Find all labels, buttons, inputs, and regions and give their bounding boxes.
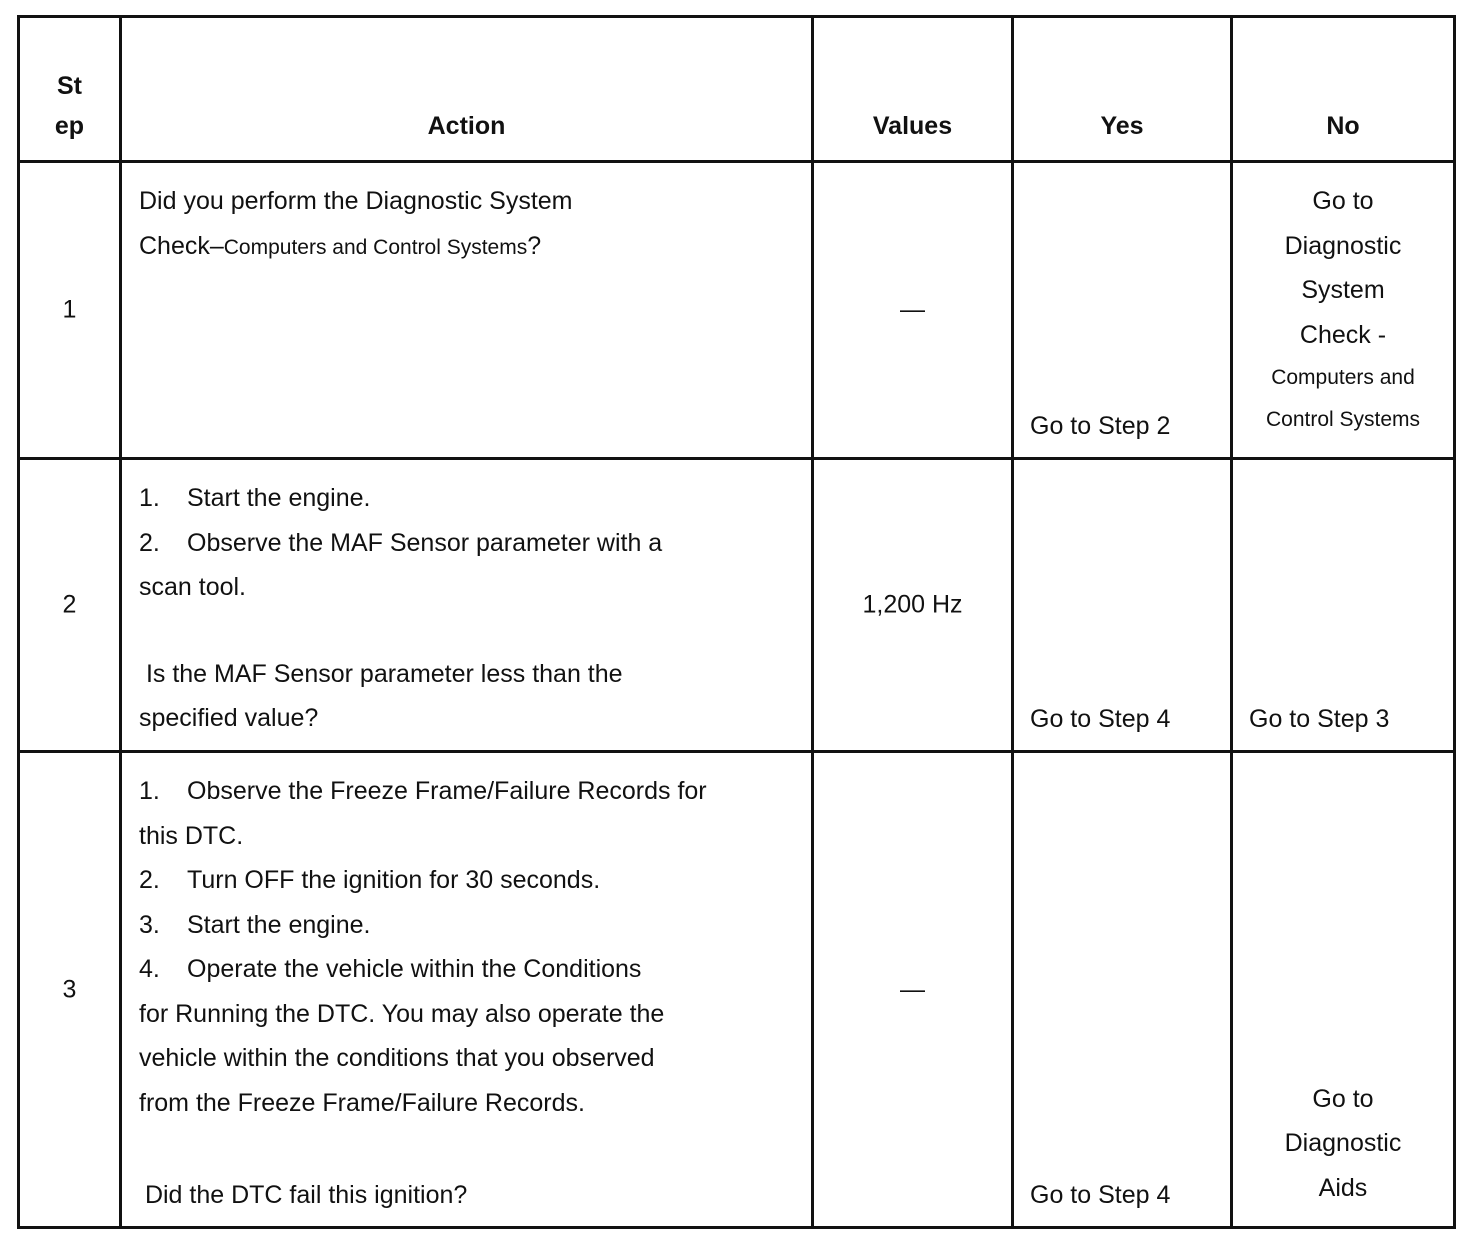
no-cell	[1232, 459, 1455, 752]
no-text-line: Diagnostic	[1284, 1129, 1402, 1157]
header-values-label: Values	[872, 112, 953, 140]
no-text-line: Computers and	[1271, 366, 1415, 389]
action-text-line: this DTC.	[139, 821, 244, 850]
action-text-line: from the Freeze Frame/Failure Records.	[139, 1088, 585, 1117]
no-text-line: Control Systems	[1265, 408, 1421, 431]
values-cell	[813, 162, 1013, 459]
yes-cell	[1013, 162, 1232, 459]
step-number: 2	[62, 590, 77, 619]
no-text-line: Go to	[1312, 187, 1374, 215]
header-no	[1232, 17, 1455, 162]
action-question-line: Did the DTC fail this ignition?	[138, 1181, 468, 1209]
no-link[interactable]	[1233, 179, 1453, 441]
header-step	[19, 17, 121, 162]
action-text: Operate the vehicle within the Conditions	[187, 955, 642, 983]
table-row	[19, 162, 1455, 459]
action-text: Observe the MAF Sensor parameter with a	[187, 528, 663, 557]
action-text: Observe the Freeze Frame/Failure Records for	[187, 777, 707, 805]
action-text: ?	[527, 231, 542, 260]
action-text: Start the engine.	[187, 484, 371, 512]
step-number: 1	[62, 295, 77, 324]
values-cell	[813, 752, 1013, 1228]
yes-link[interactable]: Go to Step 2	[1030, 412, 1171, 440]
action-cell	[121, 752, 813, 1228]
value-text: —	[900, 295, 925, 324]
action-text-line: scan tool.	[139, 573, 247, 601]
header-values	[813, 17, 1013, 162]
step-cell	[19, 752, 121, 1228]
value-text: 1,200 Hz	[862, 590, 963, 619]
no-text-line: System	[1301, 276, 1385, 304]
action-question-line: Is the MAF Sensor parameter less than the	[139, 659, 623, 688]
no-link[interactable]: Go to Step 3	[1249, 705, 1390, 733]
header-action-label: Action	[427, 112, 506, 140]
item-number: 2.	[139, 528, 160, 557]
action-text: Start the engine.	[187, 910, 371, 939]
yes-cell	[1013, 459, 1232, 752]
item-number: 3.	[139, 910, 160, 939]
action-text-line: Did you perform the Diagnostic System	[139, 187, 573, 215]
no-cell	[1232, 752, 1455, 1228]
item-number: 4.	[139, 955, 160, 983]
no-text-line: Check -	[1299, 320, 1387, 349]
value-text: —	[900, 975, 925, 1003]
action-cell	[121, 459, 813, 752]
table-row	[19, 752, 1455, 1228]
action-text: Turn OFF the ignition for 30 seconds.	[187, 866, 601, 894]
no-text-line: Go to	[1312, 1084, 1374, 1113]
action-text-line: for Running the DTC. You may also operate the	[139, 999, 665, 1028]
no-cell	[1232, 162, 1455, 459]
action-text-small: Computers and Control Systems	[223, 235, 528, 259]
yes-cell	[1013, 752, 1232, 1228]
step-cell	[19, 162, 121, 459]
diagnostic-table	[17, 15, 1456, 1229]
header-step-line1: St	[57, 72, 82, 100]
header-yes	[1013, 17, 1232, 162]
yes-link[interactable]: Go to Step 4	[1030, 705, 1171, 733]
header-row	[19, 17, 1455, 162]
no-text-line: Diagnostic	[1284, 231, 1402, 260]
action-question-line: specified value?	[139, 704, 319, 732]
table-row	[19, 459, 1455, 752]
item-number: 1.	[139, 484, 160, 512]
no-text-line: Aids	[1318, 1173, 1368, 1202]
action-text-line: vehicle within the conditions that you observed	[139, 1044, 655, 1072]
yes-link[interactable]: Go to Step 4	[1030, 1181, 1171, 1209]
header-step-line2: ep	[54, 112, 85, 140]
action-cell	[121, 162, 813, 459]
step-cell	[19, 459, 121, 752]
header-yes-label: Yes	[1100, 112, 1144, 140]
header-no-label: No	[1326, 112, 1360, 140]
action-text: Check–	[139, 231, 224, 260]
header-action	[121, 17, 813, 162]
item-number: 2.	[139, 866, 160, 894]
item-number: 1.	[139, 777, 160, 805]
no-link[interactable]	[1233, 1077, 1453, 1211]
values-cell	[813, 459, 1013, 752]
step-number: 3	[62, 975, 77, 1003]
